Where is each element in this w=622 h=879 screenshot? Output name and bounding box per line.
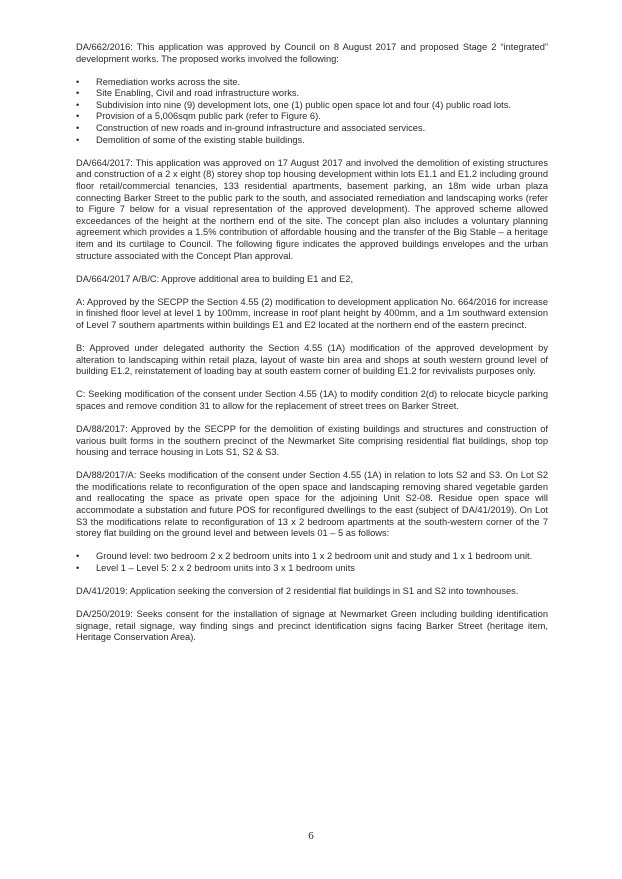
works-list [76, 77, 548, 147]
paragraph-da-664-2017: DA/664/2017: This application was approved on 17 August 2017 and involved the demolition of existing structures and construction of a 2 x eight (8) storey shop top housing development within lots E1.1 and E1.2 including ground floor retail/commercial tenancies, 133 residential apartments, basement parking, an 18m wide urban plaza connecting Barker Street to the public park to the south, and associated remediation and landscaping works (refer to Figure 7 below for a visual representation of the approved development). The approved scheme allowed exceedances of the height at the northern end of the site. The concept plan also includes a voluntary planning agreement which provides a 1.5% contribution of affordable housing and the transfer of the Big Stable – a heritage item and its curtilage to Council. The following figure indicates the approved buildings envelopes and the urban structure associated with the Concept Plan approval. [76, 157, 548, 261]
paragraph-da-88-2017-a: DA/88/2017/A: Seeks modification of the consent under Section 4.55 (1A) in relation to lots S2 and S3. On Lot S2 the modifications relate to reconfiguration of the open space and landscaping removing shared vegetable garden and reallocating the space as private open space for the adjoining Unit S2-08. Residue open space will accommodate a substation and future POS for reconfigured dwellings to the east (subject of DA/41/2019). On Lot S3 the modifications relate to reconfiguration of 13 x 2 bedroom apartments at the south-western corner of the 7 storey flat building on the ground level and between levels 01 – 5 as follows: [76, 470, 548, 539]
paragraph-da-662-2016: DA/662/2016: This application was approved by Council on 8 August 2017 and proposed Stage 2 “integrated” development works. The proposed works involved the following: [76, 42, 548, 64]
list-item: • Level 1 – Level 5: 2 x 2 bedroom units into 3 x 1 bedroom units [76, 563, 548, 575]
list-item: • Demolition of some of the existing stable buildings. [76, 135, 548, 147]
levels-list [76, 551, 548, 574]
list-item: • Remediation works across the site. [76, 77, 548, 89]
list-item: • Ground level: two bedroom 2 x 2 bedroom units into 1 x 2 bedroom unit and study and 1 x 1 bedroom unit. [76, 551, 548, 563]
list-item: • Site Enabling, Civil and road infrastructure works. [76, 88, 548, 100]
paragraph-da-88-2017: DA/88/2017: Approved by the SECPP for the demolition of existing buildings and structures and construction of various built forms in the southern precinct of the Newmarket Site comprising residential flat buildings, shop top housing and terrace housing in Lots S1, S2 & S3. [76, 423, 548, 458]
list-item: • Subdivision into nine (9) development lots, one (1) public open space lot and four (4) public road lots. [76, 100, 548, 112]
paragraph-da-41-2019: DA/41/2019: Application seeking the conversion of 2 residential flat buildings in S1 and S2 into townhouses. [76, 585, 519, 596]
paragraph-da-664-2017-abc: DA/664/2017 A/B/C: Approve additional area to building E1 and E2, [76, 273, 354, 284]
list-item: • Construction of new roads and in-ground infrastructure and associated services. [76, 123, 548, 135]
document-page [76, 42, 548, 655]
paragraph-modification-b: B: Approved under delegated authority the Section 4.55 (1A) modification of the approved development by alteration to landscaping within retail plaza, layout of waste bin area and shops at south western ground level of building E1.2, reinstatement of loading bay at south eastern corner of building E1.2 for revivalists purposes only. [76, 342, 548, 377]
paragraph-da-250-2019: DA/250/2019: Seeks consent for the installation of signage at Newmarket Green including building identification signage, retail signage, way finding sings and precinct identification signs facing Barker Street (heritage item, Heritage Conservation Area). [76, 609, 548, 643]
paragraph-modification-a: A: Approved by the SECPP the Section 4.55 (2) modification to development application No. 664/2016 for increase in finished floor level at level 1 by 100mm, increase in roof plant height by 400mm, and a 1m southward extension of Level 7 southern apartments within buildings E1 and E2 located at the northern end of the eastern precinct. [76, 296, 548, 330]
page-number: 6 [308, 830, 314, 842]
list-item: • Provision of a 5,006sqm public park (refer to Figure 6). [76, 111, 548, 123]
paragraph-modification-c: C: Seeking modification of the consent under Section 4.55 (1A) to modify condition 2(d) to relocate bicycle parking spaces and remove condition 31 to allow for the replacement of street trees on Barker Street. [76, 389, 548, 411]
